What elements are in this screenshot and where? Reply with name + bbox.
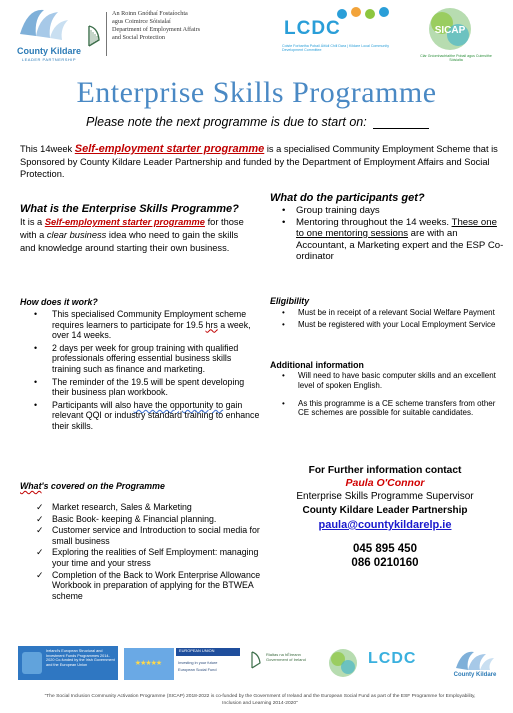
intro-suffix: is a specialised Community Employment Scheme that is Sponsored by County Kildare Leader Partnership and funded by the Department of Employment Affairs and Social Protection. xyxy=(20,144,498,179)
list-item xyxy=(34,343,262,375)
covered-heading xyxy=(20,481,165,491)
mentoring-underlined: These one to one mentoring sessions xyxy=(296,216,497,239)
how-text-flagged: hrs xyxy=(205,319,218,330)
sicap-subtext: Clár Gníomhachtaithe Pobail agus Cuimsithe Sóisialta xyxy=(420,54,492,63)
how-text: Participants will also xyxy=(52,399,134,410)
rialtas-text: Rialtas na hÉireann Government of Ireland xyxy=(266,652,306,662)
sicap-wordmark: SICAP xyxy=(434,25,466,36)
eu-flag-icon xyxy=(124,648,174,680)
eu-stars-icon: ★★★★★ xyxy=(134,660,162,667)
how-list xyxy=(34,309,262,434)
list-item xyxy=(280,217,505,263)
list-item: ✓ Completion of the Back to Work Enterprise Allowance Workbook in preparation of applying for the BTWEA scheme xyxy=(38,570,268,602)
how-text: 2 days per week for group training with qualified professionals offering essential business skills training such as finance and marketing. xyxy=(52,342,239,374)
header-divider xyxy=(106,12,107,56)
additional-list xyxy=(280,371,500,426)
county-kildare-subtext: LEADER PARTNERSHIP xyxy=(21,57,77,62)
contact-name: Paula O'Connor xyxy=(345,477,425,490)
department-block xyxy=(112,10,262,42)
page-title: Enterprise Skills Programme xyxy=(76,76,437,109)
contact-phone-1: 045 895 450 xyxy=(353,543,417,556)
intro-highlight: Self-employment starter programme xyxy=(74,143,265,155)
list-item: • Must be in receipt of a relevant Social Welfare Payment xyxy=(280,308,500,318)
covered-heading-what: What xyxy=(20,481,42,491)
additional-heading: Additional information xyxy=(270,360,364,370)
how-text-flagged: have the opportunity to xyxy=(133,399,224,410)
esif-logo xyxy=(18,646,118,680)
eligibility-heading: Eligibility xyxy=(270,296,310,306)
county-kildare-text: County Kildare xyxy=(16,46,81,56)
lcdc-subtext: Coiste Forbartha Pobail Áitiúil Chill Dara | Kildare Local Community Development Committee xyxy=(282,44,389,53)
sicap-logo xyxy=(428,7,472,51)
start-date-note xyxy=(86,115,429,129)
esif-text: Ireland's European Structural and Investment Funds Programmes 2014-2020 Co-funded by the Irish Government and the European Union xyxy=(46,649,115,667)
contact-email-link[interactable]: paula@countykildarelp.ie xyxy=(318,518,452,531)
contact-phone-2: 086 0210160 xyxy=(351,557,419,570)
intro-prefix: This 14week xyxy=(20,144,75,154)
intro-paragraph xyxy=(20,143,498,181)
what-is-suffix: idea who need to gain the skills and knowledge around starting their own business. xyxy=(20,229,239,253)
what-is-clear: clear business xyxy=(46,229,107,240)
start-date-blank xyxy=(373,118,429,129)
esif-mark xyxy=(22,652,42,674)
how-text: This specialised Community Employment scheme requires learners to participate for 19.5 xyxy=(52,309,247,330)
list-item xyxy=(34,309,262,341)
eligibility-list xyxy=(280,308,500,332)
contact-org: County Kildare Leader Partnership xyxy=(302,504,468,516)
list-item: • Will need to have basic computer skills and an excellent level of spoken English. xyxy=(280,371,500,391)
what-is-heading: What is the Enterprise Skills Programme? xyxy=(20,203,239,215)
eu-bar: EUROPEAN UNION xyxy=(176,648,240,656)
covered-heading-rest: 's covered on the Programme xyxy=(41,481,165,491)
covered-list xyxy=(38,502,268,602)
harp-icon xyxy=(250,650,262,670)
how-heading: How does it work? xyxy=(20,297,98,307)
list-item: ✓ Basic Book- keeping & Financial planning. xyxy=(38,514,268,525)
lcdc-wordmark: LCDC xyxy=(284,18,341,39)
eu-line-2: European Social Fund xyxy=(178,667,217,672)
how-text: The reminder of the 19.5 will be spent developing their business plan workbook. xyxy=(52,376,245,398)
lcdc-logo xyxy=(280,6,392,64)
list-item xyxy=(34,377,262,398)
harp-icon xyxy=(86,24,102,48)
county-kildare-footer-logo xyxy=(452,648,498,682)
county-kildare-logo xyxy=(14,4,81,66)
participants-list xyxy=(280,205,505,263)
contact-heading: For Further information contact xyxy=(308,465,462,476)
dept-line: An Roinn Gnóthaí Fostaíochta xyxy=(112,10,188,17)
county-kildare-footer-text: County Kildare xyxy=(453,672,497,678)
dept-line: agus Coimirce Sóisialaí xyxy=(112,18,171,25)
what-is-middle: for those with a xyxy=(20,217,244,240)
dept-line: and Social Protection xyxy=(112,34,165,41)
how-text: a week, over 14 weeks. xyxy=(52,319,251,341)
eu-line-1: Investing in your future xyxy=(178,660,218,665)
list-item: • Group training days xyxy=(280,205,505,217)
footer-note: "The Social Inclusion Community Activation Programme (SICAP) 2018-2022 is co-funded by the Government of Ireland and the European Social Fund as part of the ESF Programme for Employability, Inclusion and Learning 2014-2020" xyxy=(44,694,476,706)
start-date-note-text: Please note the next programme is due to start on: xyxy=(86,115,367,129)
what-is-body xyxy=(20,216,252,254)
contact-role: Enterprise Skills Programme Supervisor xyxy=(296,491,474,503)
list-item xyxy=(34,400,262,432)
list-item: ✓ Customer service and Introduction to social media for small business xyxy=(38,525,268,546)
what-is-prefix: It is a xyxy=(20,217,45,227)
mentoring-rest: are with an Accountant, a Marketing expert and the ESP Co-ordinator xyxy=(296,228,504,262)
participants-heading: What do the participants get? xyxy=(270,192,425,204)
list-item: ✓ Exploring the realities of Self Employment: managing your time and your stress xyxy=(38,547,268,568)
sicap-footer-logo xyxy=(328,648,358,678)
how-text: gain relevant QQI or industry standard training to enhance their skills. xyxy=(52,399,260,431)
list-item: ✓ Market research, Sales & Marketing xyxy=(38,502,268,513)
mentoring-text: Mentoring throughout the 14 weeks. xyxy=(296,216,450,228)
what-is-highlight: Self-employment starter programme xyxy=(44,217,205,227)
list-item: • Must be registered with your Local Employment Service xyxy=(280,320,500,330)
contact-block xyxy=(265,464,505,570)
lcdc-footer-wordmark: LCDC xyxy=(368,650,417,667)
dept-line: Department of Employment Affairs xyxy=(112,26,201,33)
eu-text-block xyxy=(176,648,240,680)
list-item: • As this programme is a CE scheme transfers from other CE schemes are possible for suitable candidates. xyxy=(280,399,500,419)
